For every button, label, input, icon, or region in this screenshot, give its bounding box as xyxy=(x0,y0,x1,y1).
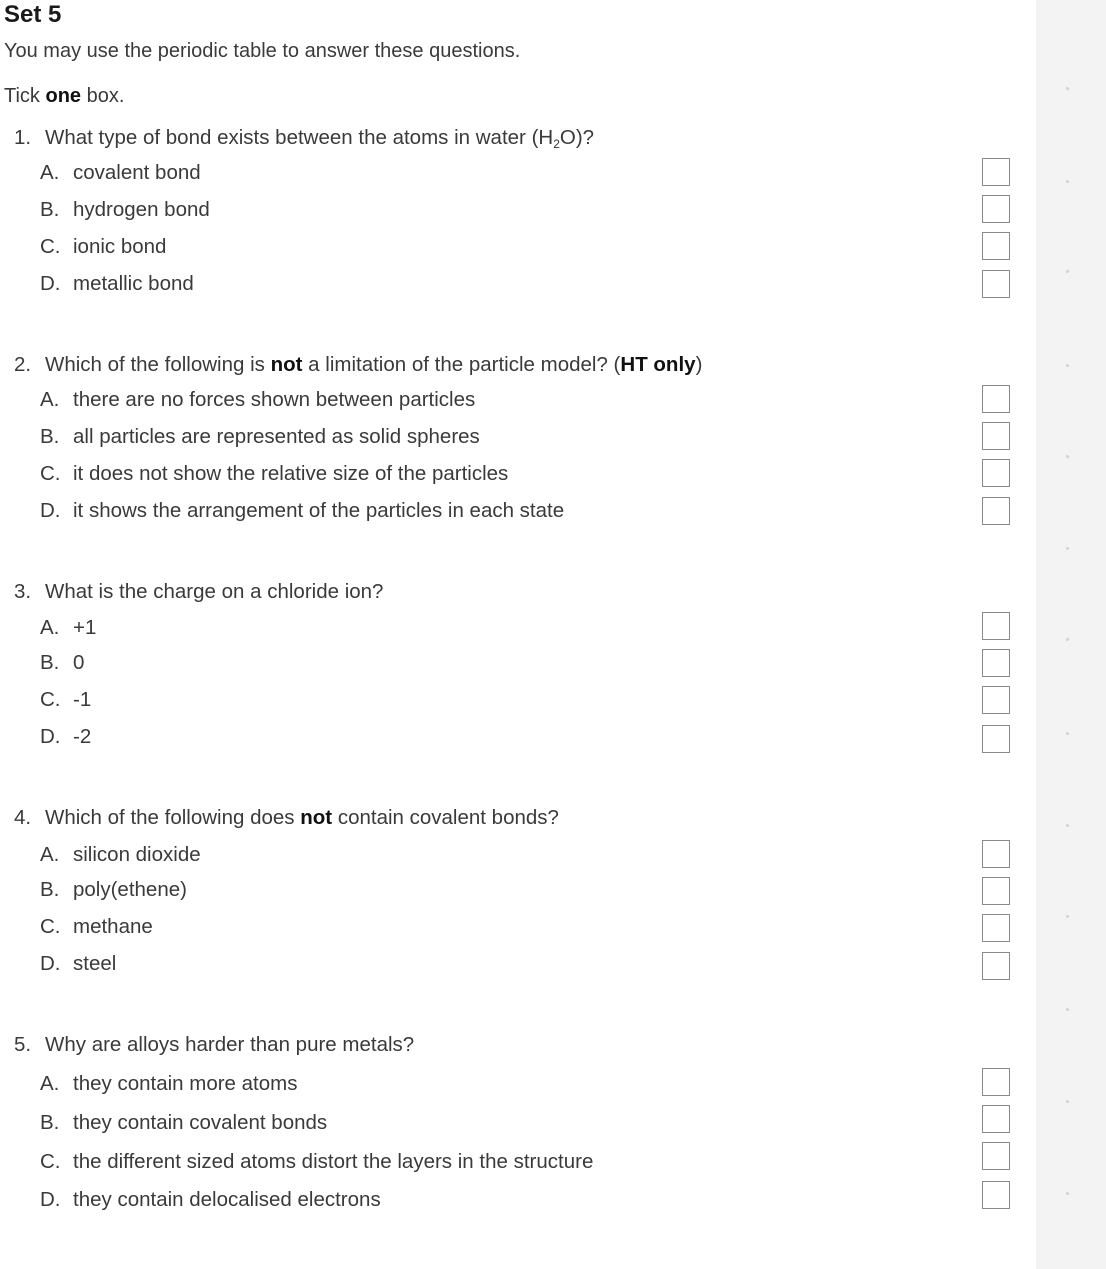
option-letter: B. xyxy=(40,1111,60,1134)
instruction-text xyxy=(4,83,124,109)
option-text: poly(ethene) xyxy=(73,878,187,901)
option-3b xyxy=(40,650,84,676)
tick-box-4c[interactable] xyxy=(982,914,1010,942)
option-1d xyxy=(40,271,194,297)
option-text: -2 xyxy=(73,725,92,748)
option-5d xyxy=(40,1187,381,1213)
option-letter: A. xyxy=(40,843,60,866)
margin-dot xyxy=(1066,1008,1069,1011)
tick-box-3d[interactable] xyxy=(982,725,1010,753)
margin-dot xyxy=(1066,364,1069,367)
option-3c xyxy=(40,687,91,713)
margin-dot xyxy=(1066,455,1069,458)
margin-dot xyxy=(1066,270,1069,273)
option-letter: C. xyxy=(40,462,61,485)
tick-box-4d[interactable] xyxy=(982,952,1010,980)
question-number: 4. xyxy=(14,806,32,829)
question-number: 3. xyxy=(14,580,32,603)
option-letter: C. xyxy=(40,688,61,711)
question-text-end: O)? xyxy=(559,126,595,149)
instruction-bold: one xyxy=(45,85,82,107)
question-bold: not xyxy=(300,806,333,829)
question-text-mid: a limitation of the particle model? ( xyxy=(302,353,621,376)
option-letter: B. xyxy=(40,425,60,448)
option-letter: A. xyxy=(40,1072,60,1095)
option-4d xyxy=(40,951,116,977)
option-letter: B. xyxy=(40,198,60,221)
option-text: it shows the arrangement of the particles in each state xyxy=(73,499,565,522)
option-letter: D. xyxy=(40,1188,61,1211)
option-text: they contain more atoms xyxy=(73,1072,298,1095)
question-3 xyxy=(14,579,383,605)
margin-dot xyxy=(1066,1100,1069,1103)
tick-box-3a[interactable] xyxy=(982,612,1010,640)
option-letter: C. xyxy=(40,1150,61,1173)
option-3a xyxy=(40,615,96,641)
option-text: the different sized atoms distort the layers in the structure xyxy=(73,1150,594,1173)
question-number: 2. xyxy=(14,353,32,376)
option-letter: A. xyxy=(40,161,60,184)
tick-box-2d[interactable] xyxy=(982,497,1010,525)
option-text: it does not show the relative size of the particles xyxy=(73,462,509,485)
option-text: steel xyxy=(73,952,117,975)
question-text: Which of the following does xyxy=(45,806,301,829)
question-bold: not xyxy=(270,353,303,376)
option-text: +1 xyxy=(73,616,97,639)
margin-dot xyxy=(1066,915,1069,918)
margin-dot xyxy=(1066,547,1069,550)
option-letter: A. xyxy=(40,388,60,411)
margin-dot xyxy=(1066,824,1069,827)
question-2 xyxy=(14,352,702,378)
question-number: 5. xyxy=(14,1033,32,1056)
option-letter: B. xyxy=(40,878,60,901)
option-1b xyxy=(40,197,210,223)
tick-box-3c[interactable] xyxy=(982,686,1010,714)
margin-dot xyxy=(1066,732,1069,735)
option-5b xyxy=(40,1110,327,1136)
question-1 xyxy=(14,125,594,157)
option-2b xyxy=(40,424,480,450)
option-5a xyxy=(40,1071,297,1097)
question-text: Why are alloys harder than pure metals? xyxy=(45,1033,415,1056)
tick-box-1c[interactable] xyxy=(982,232,1010,260)
tick-box-3b[interactable] xyxy=(982,649,1010,677)
question-text: What type of bond exists between the atoms in water (H xyxy=(45,126,554,149)
tick-box-1a[interactable] xyxy=(982,158,1010,186)
option-text: metallic bond xyxy=(73,272,194,295)
option-letter: C. xyxy=(40,915,61,938)
tick-box-1b[interactable] xyxy=(982,195,1010,223)
instruction-post: box. xyxy=(81,85,125,107)
option-text: 0 xyxy=(73,651,85,674)
option-letter: D. xyxy=(40,725,61,748)
tick-box-4b[interactable] xyxy=(982,877,1010,905)
option-2a xyxy=(40,387,475,413)
instruction-pre: Tick xyxy=(4,85,46,107)
tick-box-5d[interactable] xyxy=(982,1181,1010,1209)
question-text-end: ) xyxy=(695,353,703,376)
option-letter: D. xyxy=(40,952,61,975)
option-letter: D. xyxy=(40,499,61,522)
option-text: -1 xyxy=(73,688,92,711)
tick-box-5b[interactable] xyxy=(982,1105,1010,1133)
option-text: there are no forces shown between particles xyxy=(73,388,476,411)
option-text: ionic bond xyxy=(73,235,167,258)
option-letter: A. xyxy=(40,616,60,639)
tick-box-4a[interactable] xyxy=(982,840,1010,868)
option-text: hydrogen bond xyxy=(73,198,210,221)
question-number: 1. xyxy=(14,126,32,149)
option-letter: C. xyxy=(40,235,61,258)
subscript: 2 xyxy=(553,137,560,151)
option-1a xyxy=(40,160,201,186)
option-4b xyxy=(40,877,187,903)
intro-text: You may use the periodic table to answer these questions. xyxy=(4,40,521,62)
margin-strip xyxy=(1036,0,1106,1269)
option-text: they contain delocalised electrons xyxy=(73,1188,381,1211)
tick-box-2c[interactable] xyxy=(982,459,1010,487)
tick-box-2b[interactable] xyxy=(982,422,1010,450)
option-letter: B. xyxy=(40,651,60,674)
option-2d xyxy=(40,498,564,524)
option-text: silicon dioxide xyxy=(73,843,201,866)
margin-dot xyxy=(1066,1192,1069,1195)
margin-dot xyxy=(1066,638,1069,641)
option-2c xyxy=(40,461,508,487)
option-letter: D. xyxy=(40,272,61,295)
margin-dot xyxy=(1066,87,1069,90)
question-bold-2: HT only xyxy=(620,353,696,376)
option-4a xyxy=(40,842,201,868)
page-title: Set 5 xyxy=(4,1,62,28)
option-text: they contain covalent bonds xyxy=(73,1111,328,1134)
option-1c xyxy=(40,234,166,260)
option-5c xyxy=(40,1149,593,1175)
tick-box-5a[interactable] xyxy=(982,1068,1010,1096)
tick-box-1d[interactable] xyxy=(982,270,1010,298)
question-text: Which of the following is xyxy=(45,353,271,376)
question-text: What is the charge on a chloride ion? xyxy=(45,580,384,603)
margin-dot xyxy=(1066,180,1069,183)
option-text: all particles are represented as solid spheres xyxy=(73,425,480,448)
option-text: methane xyxy=(73,915,153,938)
tick-box-5c[interactable] xyxy=(982,1142,1010,1170)
tick-box-2a[interactable] xyxy=(982,385,1010,413)
question-text-end: contain covalent bonds? xyxy=(332,806,559,829)
question-5 xyxy=(14,1032,414,1058)
option-3d xyxy=(40,724,91,750)
option-text: covalent bond xyxy=(73,161,201,184)
option-4c xyxy=(40,914,153,940)
question-4 xyxy=(14,805,559,831)
